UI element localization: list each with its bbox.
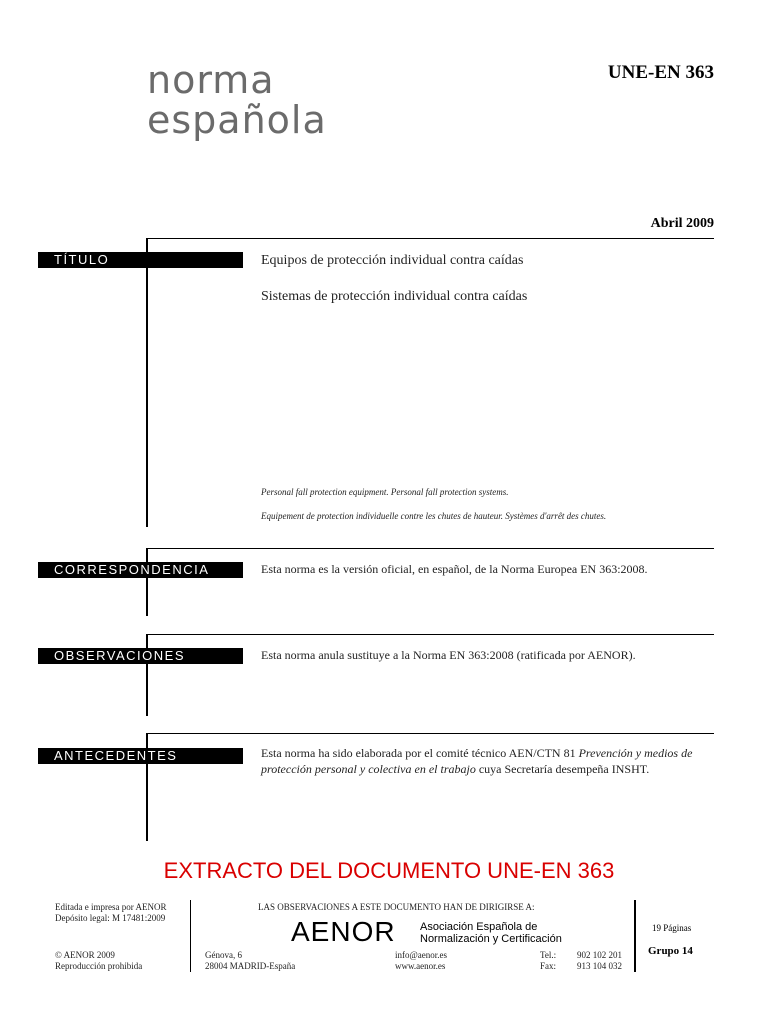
section-divider-vertical xyxy=(146,634,148,716)
tel-row xyxy=(540,950,622,961)
antecedentes-committee: Prevención y medios de protección personal y colectiva en el trabajo xyxy=(261,746,693,776)
footer-divider-right xyxy=(634,900,636,972)
title-es-2: Sistemas de protección individual contra caídas xyxy=(261,289,528,304)
fax-number: 913 104 032 xyxy=(577,961,622,971)
aenor-full-name xyxy=(420,921,562,945)
aenor-name-line-1: Asociación Española de xyxy=(420,921,538,933)
section-divider-horizontal xyxy=(146,238,714,239)
antecedentes-text-a: Esta norma ha sido elaborada por el comité técnico AEN/CTN 81 xyxy=(261,746,579,760)
title-fr: Equipement de protection individuelle contre les chutes de hauteur. Systèmes d'arrêt des chutes. xyxy=(261,511,607,521)
section-divider-horizontal xyxy=(146,548,714,549)
antecedentes-text-b: cuya Secretaría desempeña INSHT. xyxy=(475,762,650,776)
footer-address xyxy=(205,950,295,972)
copyright: © AENOR 2009 xyxy=(55,950,115,960)
reproduction-notice: Reproducción prohibida xyxy=(55,961,143,971)
brand-line-2: española xyxy=(147,98,327,142)
edited-by: Editada e impresa por AENOR xyxy=(55,902,167,912)
footer-contact-phone xyxy=(540,950,622,972)
aenor-name-line-2: Normalización y Certificación xyxy=(420,933,562,945)
footer-divider xyxy=(190,900,191,972)
address-line-1: Génova, 6 xyxy=(205,950,242,960)
observations-header: LAS OBSERVACIONES A ESTE DOCUMENTO HAN DE DIRIGIRSE A: xyxy=(258,902,535,912)
footer-publisher xyxy=(55,902,166,924)
section-label-observaciones: OBSERVACIONES xyxy=(38,648,243,664)
title-es-1: Equipos de protección individual contra caídas xyxy=(261,253,524,268)
tel-label: Tel.: xyxy=(540,950,557,960)
page-count: 19 Páginas xyxy=(652,923,692,933)
aenor-logo: AENOR xyxy=(291,916,396,947)
fax-label: Fax: xyxy=(540,961,557,971)
extract-banner: EXTRACTO DEL DOCUMENTO UNE-EN 363 xyxy=(163,858,615,883)
brand-logo-text xyxy=(147,60,327,140)
correspondencia-text: Esta norma es la versión oficial, en español, de la Norma Europea EN 363:2008. xyxy=(261,562,648,576)
section-divider-horizontal xyxy=(146,733,714,734)
email-link[interactable]: info@aenor.es xyxy=(395,950,448,960)
section-divider-horizontal xyxy=(146,634,714,635)
section-label-titulo: TÍTULO xyxy=(38,252,243,268)
tel-number: 902 102 201 xyxy=(577,950,622,960)
section-label-correspondencia: CORRESPONDENCIA xyxy=(38,562,243,578)
website-link[interactable]: www.aenor.es xyxy=(395,961,446,971)
publication-date: Abril 2009 xyxy=(650,216,714,231)
footer-contact-online xyxy=(395,950,447,972)
price-group: Grupo 14 xyxy=(648,945,693,957)
fax-row xyxy=(540,961,622,972)
section-divider-vertical xyxy=(146,548,148,616)
footer-copyright xyxy=(55,950,142,972)
antecedentes-text xyxy=(261,745,714,777)
standard-code: UNE-EN 363 xyxy=(607,62,714,83)
section-label-antecedentes: ANTECEDENTES xyxy=(38,748,243,764)
observaciones-text: Esta norma anula sustituye a la Norma EN 363:2008 (ratificada por AENOR). xyxy=(261,648,636,662)
legal-deposit: Depósito legal: M 17481:2009 xyxy=(55,913,166,923)
title-en: Personal fall protection equipment. Personal fall protection systems. xyxy=(261,487,509,497)
brand-line-1: norma xyxy=(147,58,275,102)
section-divider-vertical xyxy=(146,238,148,527)
address-line-2: 28004 MADRID-España xyxy=(205,961,296,971)
